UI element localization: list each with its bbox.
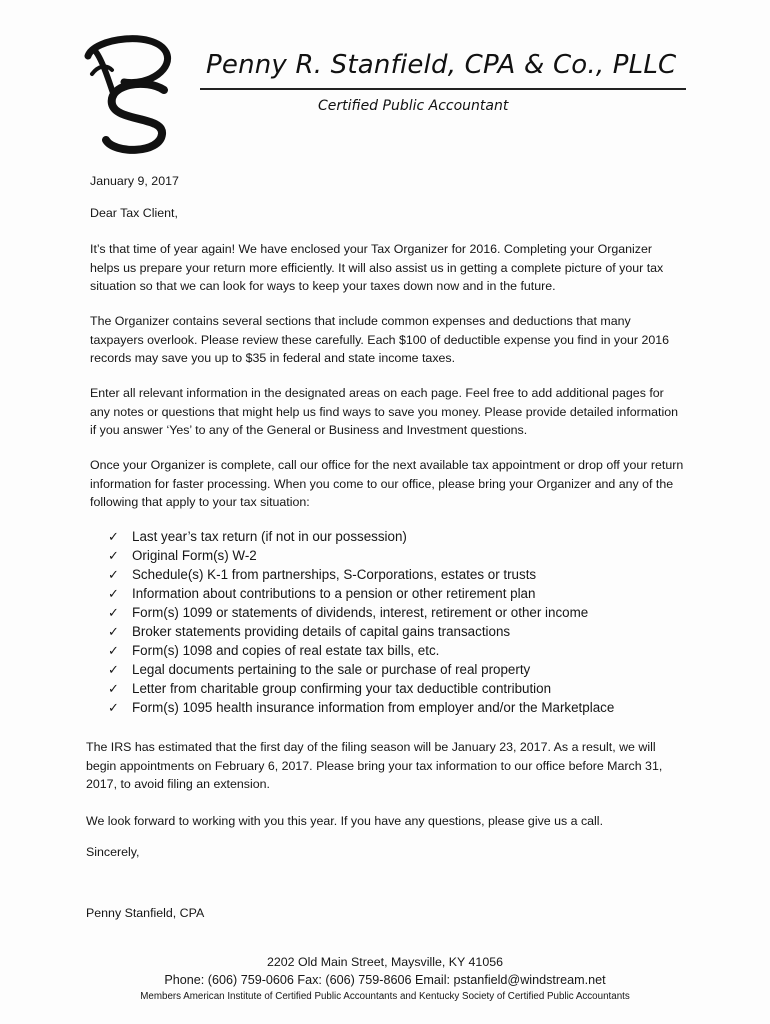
- salutation: Dear Tax Client,: [90, 206, 178, 220]
- paragraph-text: Once your Organizer is complete, call our office for the next available tax appointment or drop off your return information for faster processing. When you come to our office, please bring your Organizer and any of the following that apply to your tax situation:: [90, 458, 684, 509]
- paragraph-text: Enter all relevant information in the designated areas on each page. Feel free to add additional pages for any notes or questions that might help us find ways to save you money. Please provide detailed information if you answer ‘Yes’ to any of the General or Business and Investment questions.: [90, 386, 678, 437]
- list-item: [108, 584, 678, 603]
- list-item: [108, 660, 678, 679]
- letterhead-rule: [200, 88, 686, 90]
- paragraph-text: The IRS has estimated that the first day of the filing season will be January 23, 2017. As a result, we will begin appointments on February 6, 2017. Please bring your tax information to our office before March 31, 2017, to avoid filing an extension.: [86, 740, 663, 791]
- checkmark-icon: ✓: [108, 681, 119, 696]
- document-checklist: [108, 527, 678, 717]
- letter-date: January 9, 2017: [90, 174, 179, 188]
- checkmark-icon: ✓: [108, 586, 119, 601]
- checkmark-icon: ✓: [108, 529, 119, 544]
- list-item: [108, 565, 678, 584]
- list-item-text: Form(s) 1099 or statements of dividends, interest, retirement or other income: [132, 605, 589, 620]
- list-item-text: Information about contributions to a pension or other retirement plan: [132, 586, 536, 601]
- list-item: [108, 603, 678, 622]
- paragraph-text: We look forward to working with you this year. If you have any questions, please give us a call.: [86, 814, 604, 828]
- checkmark-icon: ✓: [108, 605, 119, 620]
- paragraph-text: The Organizer contains several sections that include common expenses and deductions that many taxpayers overlook. Please review these carefully. Each $100 of deductible expense you find in your 2016 records may save you up to $35 in federal and state income taxes.: [90, 314, 670, 365]
- footer-memberships: Members American Institute of Certified Public Accountants and Kentucky Society of Certified Public Accountants: [140, 991, 630, 1002]
- list-item-text: Schedule(s) K-1 from partnerships, S-Corporations, estates or trusts: [132, 567, 537, 582]
- list-item: [108, 698, 678, 717]
- checkmark-icon: ✓: [108, 643, 119, 658]
- list-item-text: Broker statements providing details of capital gains transactions: [132, 624, 511, 639]
- paragraph-closing-note: [86, 812, 680, 831]
- ps-monogram-logo: [84, 30, 180, 158]
- footer-contact: Phone: (606) 759-0606 Fax: (606) 759-8606 Email: pstanfield@windstream.net: [164, 973, 606, 987]
- checkmark-icon: ✓: [108, 567, 119, 582]
- closing: Sincerely,: [86, 845, 140, 859]
- paragraph-organizer: [90, 312, 684, 368]
- signer-name: Penny Stanfield, CPA: [86, 906, 205, 920]
- list-item-text: Original Form(s) W-2: [132, 548, 257, 563]
- list-item-text: Last year’s tax return (if not in our possession): [132, 529, 407, 544]
- list-item: [108, 641, 678, 660]
- paragraph-text: It’s that time of year again! We have enclosed your Tax Organizer for 2016. Completing your Organizer helps us prepare your return more efficiently. It will also assist us in getting a complete picture of your tax situation so that we can look for ways to keep your taxes down now and in the future.: [90, 242, 664, 293]
- paragraph-intro: [90, 240, 684, 296]
- paragraph-instructions: [90, 384, 684, 440]
- firm-name: Penny R. Stanfield, CPA & Co., PLLC: [206, 50, 677, 80]
- firm-subtitle: Certified Public Accountant: [318, 98, 509, 114]
- checkmark-icon: ✓: [108, 624, 119, 639]
- paragraph-appointment: [90, 456, 684, 512]
- footer-address: 2202 Old Main Street, Maysville, KY 41056: [266, 955, 503, 969]
- list-item: [108, 546, 678, 565]
- list-item: [108, 679, 678, 698]
- list-item-text: Form(s) 1095 health insurance information from employer and/or the Marketplace: [132, 700, 615, 715]
- checkmark-icon: ✓: [108, 662, 119, 677]
- checkmark-icon: ✓: [108, 700, 119, 715]
- paragraph-filing-season: [86, 738, 684, 794]
- list-item-text: Form(s) 1098 and copies of real estate tax bills, etc.: [132, 643, 440, 658]
- checkmark-icon: ✓: [108, 548, 119, 563]
- list-item-text: Legal documents pertaining to the sale or purchase of real property: [132, 662, 531, 677]
- list-item: [108, 527, 678, 546]
- list-item: [108, 622, 678, 641]
- list-item-text: Letter from charitable group confirming your tax deductible contribution: [132, 681, 552, 696]
